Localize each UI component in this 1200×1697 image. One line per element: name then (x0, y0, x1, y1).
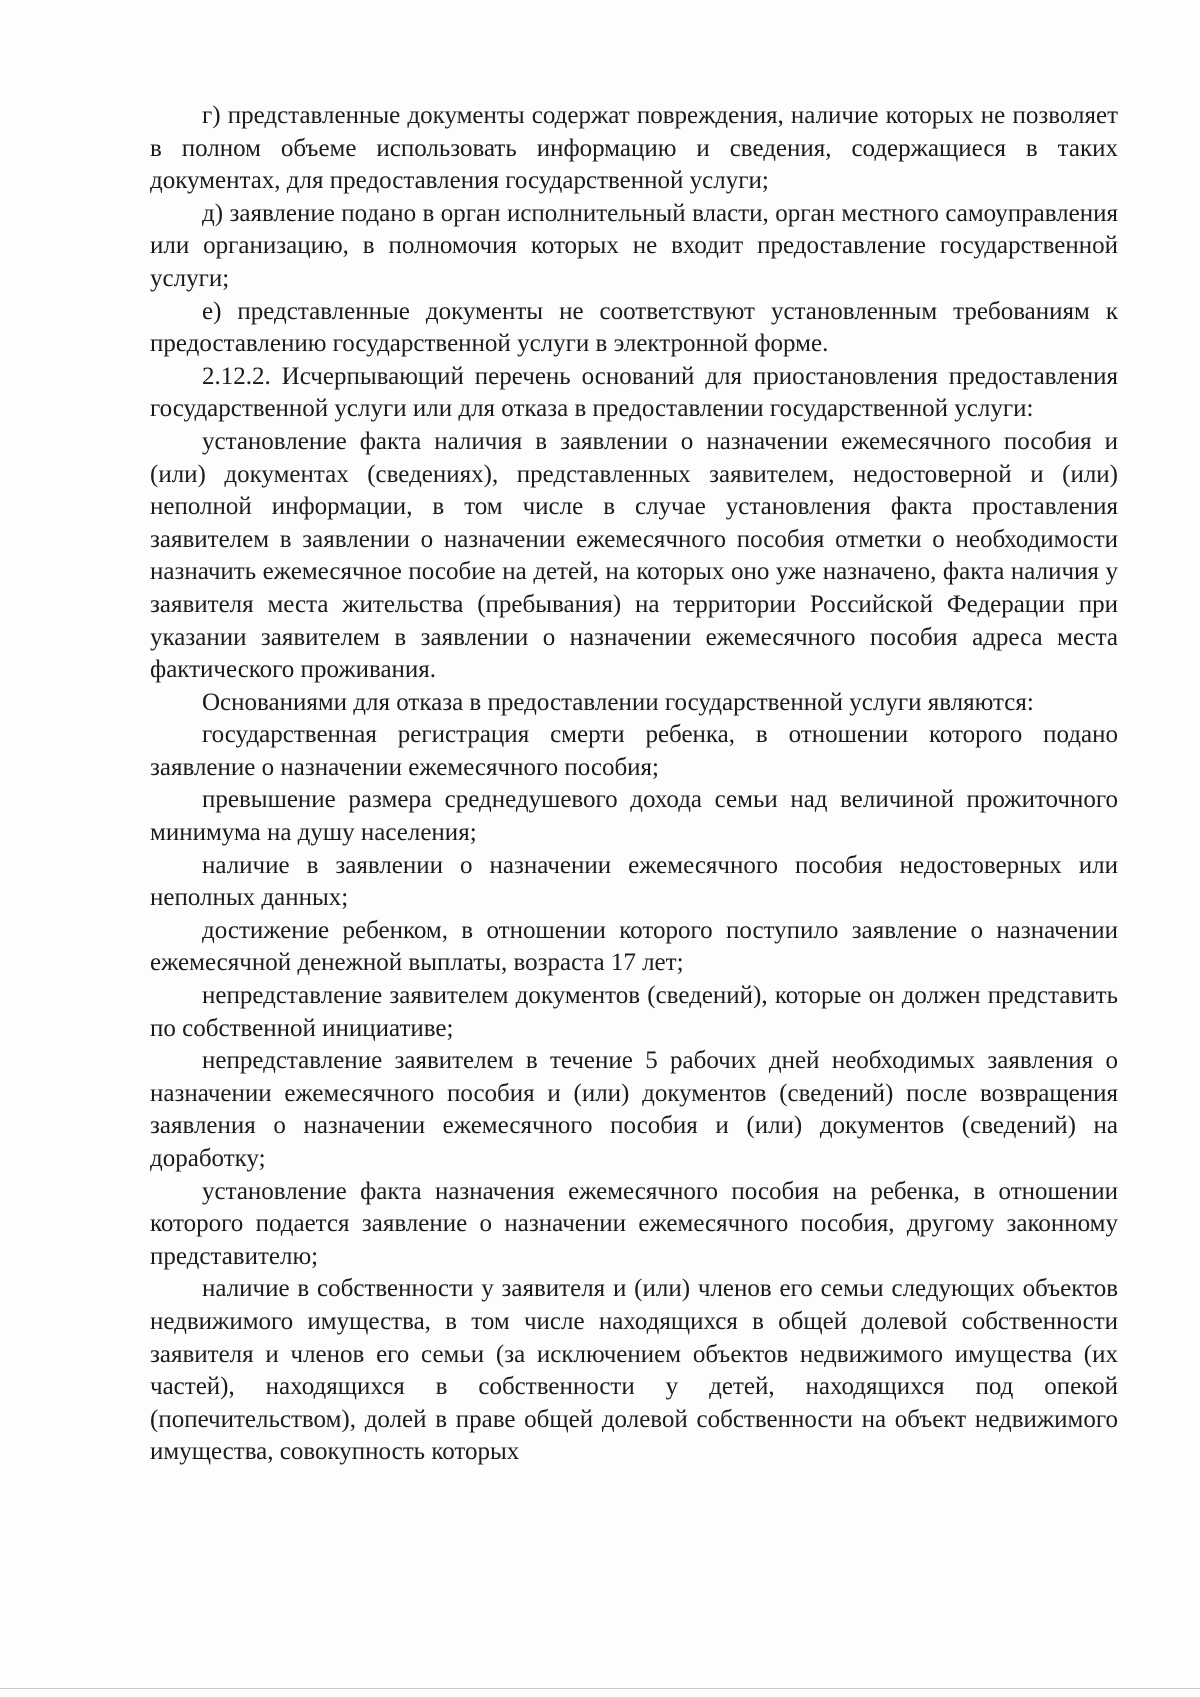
paragraph-item-g: г) представленные документы содержат повреждения, наличие которых не позволяет в полном объеме использовать информацию и сведения, содержащиеся в таких документах, для предоставления государственной услуги; (150, 102, 1118, 195)
document-body (150, 100, 1118, 1469)
paragraph-real-estate: наличие в собственности у заявителя и (или) членов его семьи следующих объектов недвижимого имущества, в том числе находящихся в общей долевой собственности заявителя и членов его семьи (за исключением объектов недвижимого имущества (их частей), находящихся в собственности у детей, находящихся под опекой (попечительством), долей в праве общей долевой собственности на объект недвижимого имущества, совокупность которых (150, 1275, 1118, 1466)
paragraph-item-d: д) заявление подано в орган исполнительный власти, орган местного самоуправления или организацию, в полномочия которых не входит предоставление государственной услуги; (150, 199, 1118, 292)
paragraph-child-death: государственная регистрация смерти ребенка, в отношении которого подано заявление о назначении ежемесячного пособия; (150, 721, 1118, 781)
paragraph-section-2-12-2: 2.12.2. Исчерпывающий перечень оснований для приостановления предоставления государственной услуги или для отказа в предоставлении государственной услуги: (150, 362, 1118, 423)
paragraph-missing-documents: непредставление заявителем документов (сведений), которые он должен представить по собственной инициативе; (150, 982, 1118, 1042)
paragraph-item-e: е) представленные документы не соответствуют установленным требованиям к предоставлению государственной услуги в электронной форме. (150, 297, 1118, 358)
paragraph-unreliable-data: наличие в заявлении о назначении ежемесячного пособия недостоверных или неполных данных; (150, 851, 1118, 912)
paragraph-other-representative: установление факта назначения ежемесячного пособия на ребенка, в отношении которого подается заявление о назначении ежемесячного пособия, другому законному представителю; (150, 1177, 1118, 1270)
paragraph-suspension-grounds: установление факта наличия в заявлении о назначении ежемесячного пособия и (или) документах (сведениях), представленных заявителем, недостоверной и (или) неполной информации, в том числе в случае установления факта проставления заявителем в заявлении о назначении ежемесячного пособия отметки о необходимости назначить ежемесячное пособие на детей, на которых оно уже назначено, факта наличия у заявителя места жительства (пребывания) на территории Российской Федерации при указании заявителем в заявлении о назначении ежемесячного пособия адреса места фактического проживания. (150, 427, 1118, 684)
paragraph-refusal-grounds-intro: Основаниями для отказа в предоставлении государственной услуги являются: (202, 688, 1034, 716)
paragraph-5-working-days: непредставление заявителем в течение 5 рабочих дней необходимых заявления о назначении ежемесячного пособия и (или) документов (сведений) после возвращения заявления о назначении ежемесячного пособия и (или) документов (сведений) на доработку; (150, 1047, 1118, 1172)
scan-bottom-edge (0, 1688, 1200, 1689)
paragraph-age-17: достижение ребенком, в отношении которого поступило заявление о назначении ежемесячной денежной выплаты, возраста 17 лет; (150, 916, 1118, 977)
paragraph-income-excess: превышение размера среднедушевого дохода семьи над величиной прожиточного минимума на душу населения; (150, 786, 1118, 847)
